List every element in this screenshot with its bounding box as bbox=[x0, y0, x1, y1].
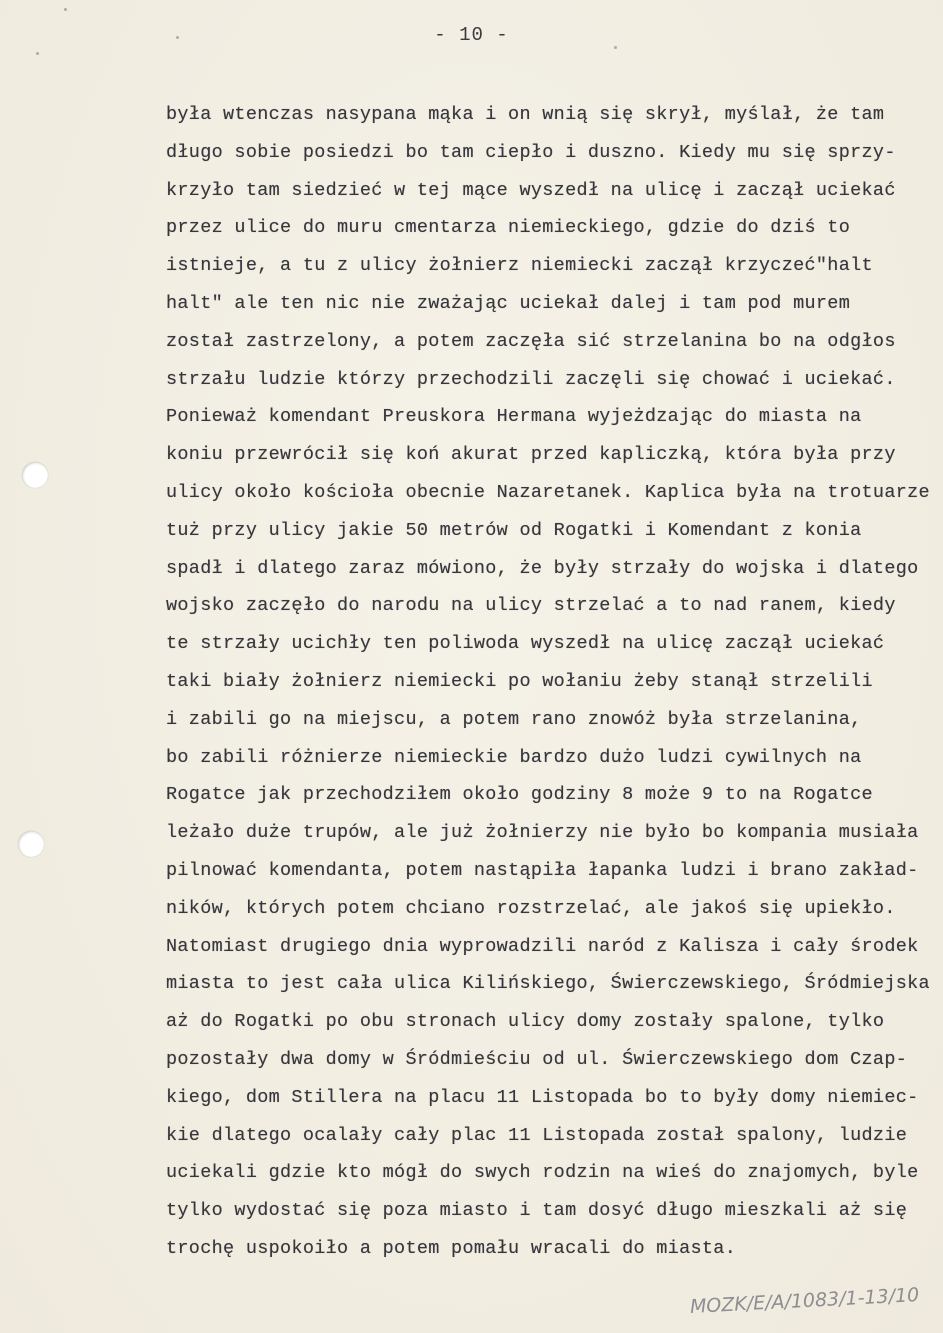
text-line: aż do Rogatki po obu stronach ulicy domy zostały spalone, tylko bbox=[166, 1011, 885, 1033]
text-line: bo zabili różnierze niemieckie bardzo dużo ludzi cywilnych na bbox=[166, 746, 862, 768]
text-line: kie dlatego ocalały cały plac 11 Listopada został spalony, ludzie bbox=[166, 1124, 908, 1146]
text-line: leżało duże trupów, ale już żołnierzy nie było bo kompania musiała bbox=[166, 822, 919, 844]
text-line: te strzały ucichły ten poliwoda wyszedł na ulicę zaczął uciekać bbox=[166, 633, 885, 655]
text-line: była wtenczas nasypana mąka i on wnią się skrył, myślał, że tam bbox=[166, 104, 885, 125]
text-line: krzyło tam siedzieć w tej mące wyszedł na ulicę i zaczął uciekać bbox=[166, 179, 896, 201]
text-line: istnieje, a tu z ulicy żołnierz niemiecki zaczął krzyczeć"halt bbox=[166, 255, 873, 277]
text-line: spadł i dlatego zaraz mówiono, że były strzały do wojska i dlatego bbox=[166, 557, 919, 579]
text-line: taki biały żołnierz niemiecki po wołaniu żeby stanął strzelili bbox=[166, 670, 873, 692]
text-line: koniu przewrócił się koń akurat przed kapliczką, która była przy bbox=[166, 444, 896, 466]
text-line: ników, których potem chciano rozstrzelać, ale jakoś się upiekło. bbox=[166, 897, 896, 919]
text-line: pilnować komendanta, potem nastąpiła łapanka ludzi i brano zakład- bbox=[166, 859, 919, 881]
text-line: strzału ludzie którzy przechodzili zaczęli się chować i uciekać. bbox=[166, 368, 896, 390]
text-line: tuż przy ulicy jakie 50 metrów od Rogatki i Komendant z konia bbox=[166, 519, 862, 541]
text-line: tylko wydostać się poza miasto i tam dosyć długo mieszkali aż się bbox=[166, 1200, 908, 1222]
paper-speck bbox=[64, 8, 67, 11]
text-line: przez ulice do muru cmentarza niemieckiego, gdzie do dziś to bbox=[166, 217, 851, 239]
text-line: Rogatce jak przechodziłem około godziny 8 może 9 to na Rogatce bbox=[166, 784, 873, 806]
document-body bbox=[166, 96, 936, 1268]
page-number: - 10 - bbox=[434, 24, 509, 46]
text-line: ulicy około kościoła obecnie Nazaretanek. Kaplica była na trotuarze bbox=[166, 481, 930, 503]
archive-signature-mark: MOZK/E/A/1083/1-13/10 bbox=[689, 1284, 920, 1318]
text-line: kiego, dom Stillera na placu 11 Listopada bo to były domy niemiec- bbox=[166, 1086, 919, 1108]
text-line: pozostały dwa domy w Śródmieściu od ul. Świerczewskiego dom Czap- bbox=[166, 1048, 908, 1070]
text-line: halt" ale ten nic nie zważając uciekał dalej i tam pod murem bbox=[166, 292, 851, 314]
paper-speck bbox=[614, 46, 617, 49]
punch-hole bbox=[22, 462, 48, 488]
text-line: miasta to jest cała ulica Kilińskiego, Świerczewskiego, Śródmiejska bbox=[166, 973, 930, 995]
text-line: i zabili go na miejscu, a potem rano znowóż była strzelanina, bbox=[166, 708, 862, 730]
punch-hole bbox=[18, 831, 44, 857]
text-line: długo sobie posiedzi bo tam ciepło i duszno. Kiedy mu się sprzy- bbox=[166, 141, 896, 163]
text-line: Natomiast drugiego dnia wyprowadzili naród z Kalisza i cały środek bbox=[166, 935, 919, 957]
text-line: trochę uspokoiło a potem pomału wracali do miasta. bbox=[166, 1237, 737, 1259]
paper-speck bbox=[36, 52, 39, 55]
text-line: został zastrzelony, a potem zaczęła sić strzelanina bo na odgłos bbox=[166, 330, 896, 352]
text-line: wojsko zaczęło do narodu na ulicy strzelać a to nad ranem, kiedy bbox=[166, 595, 896, 617]
text-line: Ponieważ komendant Preuskora Hermana wyjeżdzając do miasta na bbox=[166, 406, 862, 428]
text-line: uciekali gdzie kto mógł do swych rodzin na wieś do znajomych, byle bbox=[166, 1162, 919, 1184]
